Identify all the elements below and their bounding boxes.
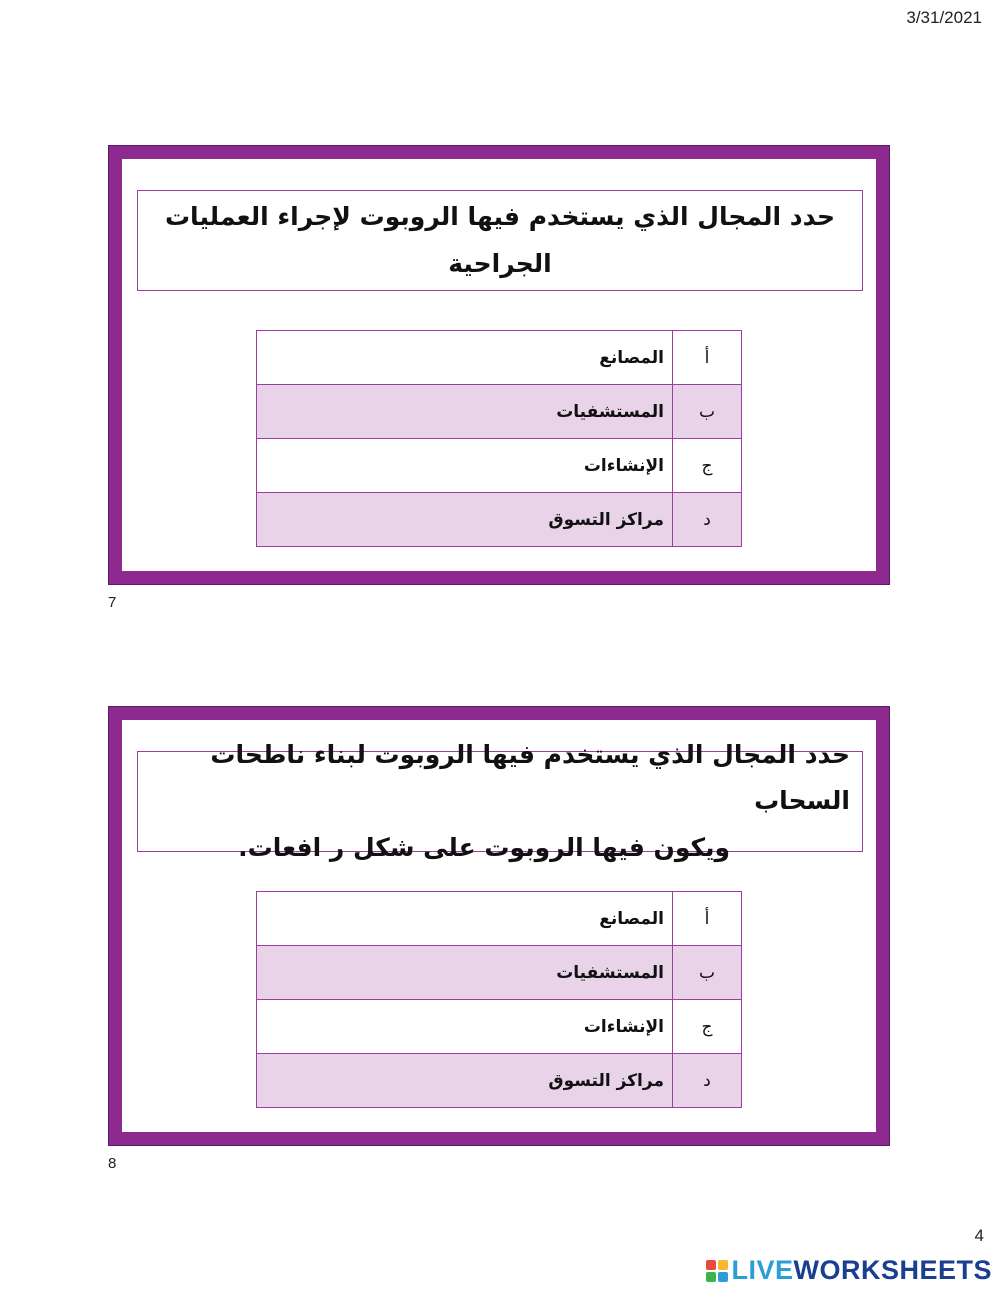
option-row-d[interactable] [257,493,742,547]
option-letter: أ [673,331,742,385]
option-row-c[interactable] [257,1000,742,1054]
question-line-1: حدد المجال الذي يستخدم فيها الروبوت لإجراء العمليات [164,202,836,232]
option-row-d[interactable] [257,1054,742,1108]
option-letter: ب [673,385,742,439]
option-row-b[interactable] [257,385,742,439]
question-line-2: الجراحية [448,248,552,278]
slide-number: 7 [108,594,117,611]
question-box [137,190,863,291]
option-row-b[interactable] [257,946,742,1000]
option-text: المصانع [257,892,673,946]
option-text: الإنشاءات [257,1000,673,1054]
option-letter: ج [673,439,742,493]
slide-content [122,159,876,571]
slide-8 [108,706,890,1146]
slide-content [122,720,876,1132]
option-text: مراكز التسوق [257,1054,673,1108]
option-letter: ب [673,946,742,1000]
question-line-2: ويكون فيها الروبوت على شكل ر افعات. [238,832,730,862]
slide-7 [108,145,890,585]
question-box [137,740,863,862]
liveworksheets-brand[interactable] [706,1255,992,1286]
liveworksheets-logo-icon [706,1260,728,1282]
slide-number: 8 [108,1155,117,1172]
options-table [256,330,742,547]
option-letter: د [673,493,742,547]
option-text: الإنشاءات [257,439,673,493]
option-row-a[interactable] [257,892,742,946]
option-text: المصانع [257,331,673,385]
brand-worksheets: WORKSHEETS [793,1255,992,1285]
option-text: المستشفيات [257,946,673,1000]
brand-name [731,1255,992,1286]
option-text: مراكز التسوق [257,493,673,547]
page-date: 3/31/2021 [906,8,982,27]
page-number: 4 [974,1226,984,1245]
brand-live: LIVE [731,1255,794,1285]
option-text: المستشفيات [257,385,673,439]
option-letter: د [673,1054,742,1108]
option-letter: ج [673,1000,742,1054]
question-line-1: حدد المجال الذي يستخدم فيها الروبوت لبناء ناطحات السحاب [210,740,850,816]
option-row-c[interactable] [257,439,742,493]
options-table [256,891,742,1108]
option-row-a[interactable] [257,331,742,385]
option-letter: أ [673,892,742,946]
